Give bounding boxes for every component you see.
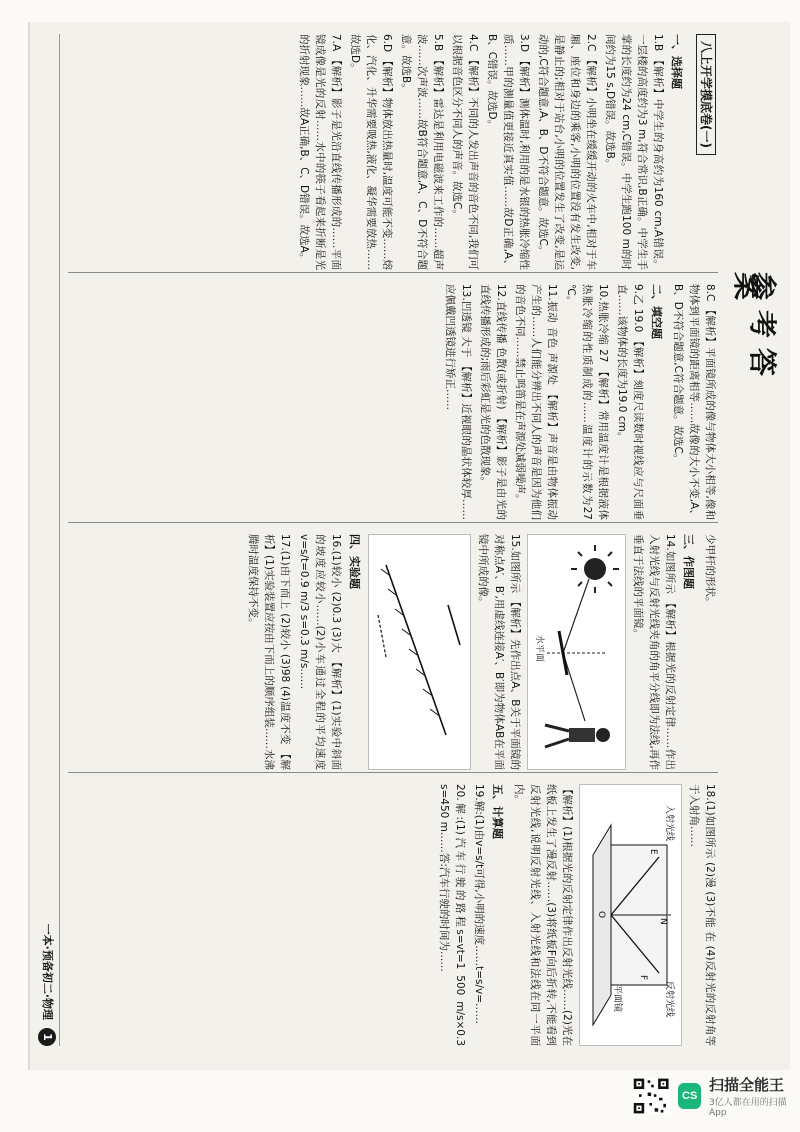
- answer-item: 13.凹透镜 大于 【解析】近视眼的晶状体较厚……应佩戴凹透镜进行矫正……: [444, 284, 472, 520]
- board-f-label: F: [638, 975, 648, 981]
- answer-item: 【解析】(1)根据光的反射定律作出反射光线……(2)光在纸板上发生了漫反射……(3)将纸板F向后折转,不能看到反射光线,说明反射光线、入射光线和法线在同一平面内。: [513, 784, 573, 1046]
- rotated-page: [28, 22, 788, 1062]
- page-footer: [35, 34, 60, 1046]
- mirror-label: 平面镜: [612, 985, 622, 1013]
- answer-item: 14.如图所示 【解析】根据光的反射定律……作出入射光线与反射光线夹角的角平分线即为法线,再作垂直于法线的平面镜。: [632, 534, 676, 770]
- page-title: 参考答案: [730, 272, 779, 387]
- answer-item: 8.C 【解析】平面镜所成的像与物体大小相等,像和物体到平面镜的距离相等……故像的大小不变,A、B、D不符合题意,C符合题意。故选C。: [672, 284, 716, 520]
- column-divider: [68, 272, 718, 273]
- sun-icon: [571, 545, 619, 593]
- answer-item: 10.热胀冷缩 27 【解析】常用温度计是根据液体热胀冷缩的性质制成的……温度计的示数为27 ℃。: [565, 284, 609, 520]
- page-title-box: [726, 272, 782, 412]
- board-e-label: E: [648, 849, 658, 855]
- reflection-diagram: [533, 535, 625, 769]
- answer-item: 4.C 【解析】不同的人发出声音的音色不同,我们可以根据音色区分不同人的声音。故选C。: [451, 34, 479, 270]
- point-o-label: O: [596, 911, 606, 919]
- reflection-board-diagram: [585, 785, 681, 1043]
- qr-code-icon: [632, 1074, 670, 1118]
- section-heading: 五、计算题: [491, 784, 504, 839]
- person-icon: [545, 725, 610, 747]
- normal-n-label: N: [658, 918, 668, 925]
- section-heading: 一、选择题: [670, 34, 683, 89]
- answer-item: 3.D 【解析】测体温时,利用的是水银的热胀冷缩性质……甲的测量值更接近真实值……故D正确,A、B、C错误。故选D。: [486, 34, 530, 270]
- camscanner-logo: CS: [678, 1083, 701, 1109]
- incident-ray-label: 入射光线: [664, 805, 674, 842]
- answer-item: 12.直线传播 色散(或折射) 【解析】影子是由光的直线传播形成的;雨后彩虹是光的色散现象。: [479, 284, 507, 520]
- answer-column-1: [68, 34, 718, 270]
- answer-item: 6.D 【解析】物体放出热量时,温度可能不变……熔化、汽化、升华需要吸热,液化、凝华需要放热……故选D。: [349, 34, 393, 270]
- section-heading: 三、作图题: [682, 534, 695, 589]
- watermark-app-name: 扫描全能王: [708, 1076, 784, 1094]
- watermark-tagline: 3亿人都在用的扫描App: [708, 1098, 787, 1118]
- figure-18-reflection-board: [579, 784, 682, 1046]
- answer-column-3: [68, 534, 718, 770]
- answer-item: 9.乙 19.0 【解析】刻度尺读数时视线应与尺面垂直……该物体的长度为19.0 cm。: [616, 284, 644, 520]
- answer-item: 2.C 【解析】小明坐在缓缓开动的火车中,相对于车厢、座位和身边的乘客,小明的位置没有发生改变,是静止的;相对于站台,小明的位置发生了改变,是运动的,C符合题意,A、B、D不符合题意。故选C。: [537, 34, 597, 270]
- column-divider: [68, 772, 718, 773]
- footer-page-number: 1: [38, 1028, 56, 1046]
- mirror-image-diagram: [374, 535, 470, 769]
- answer-item: 11.振动 音色 声源处 【解析】声音是由物体振动产生的……人们能分辨出不同人的声音是因为他们的音色不同……禁止鸣笛是在声源处减弱噪声。: [514, 284, 558, 520]
- rotated-page-frame: [28, 22, 788, 1070]
- column-divider: [68, 522, 718, 523]
- reflected-ray-label: 反射光线: [664, 981, 674, 1018]
- answer-item: 19.解:(1)由v=s/t可得,小明的速度……t=s/v=……: [473, 784, 485, 1025]
- answer-item: 5.B 【解析】雷达是利用电磁波来工作的……超声波……次声波……故B符合题意,A、C、D不符合题意。故选B。: [400, 34, 444, 270]
- answer-item: 16.(1)较小 (2)0.3 (3)大 【解析】(1)实验中斜面的坡度应较小……(2)小车通过全程的平均速度v=s/t=0.9 m/3 s=0.3 m/s……: [298, 534, 342, 770]
- scanner-watermark: [632, 1070, 792, 1122]
- answer-item: 少甲杆的形状。: [704, 534, 716, 608]
- mirror-line: [559, 631, 567, 675]
- answer-item: 1.B 【解析】中学生的身高约为160 cm,A错误。一层楼的高度约为3 m,符合常识,B正确。中学生手掌的长度约为24 cm,C错误。中学生跑100 m的时间约为15 s,D错误。故选B。: [604, 34, 664, 270]
- answer-item: 18.(1)如图所示 (2)漫 (3)不能 在 (4)反射光的反射角等于入射角……: [688, 784, 716, 1046]
- section-heading: 四、实验题: [348, 534, 361, 589]
- answer-column-2: [68, 284, 718, 520]
- answer-item: 17.(1)由下而上 (2)较小 (3)98 (4)温度不变 【解析】(1)实验装置应按由下而上的顺序组装……水沸腾时温度保持不变。: [247, 534, 291, 770]
- footer-series-label: 一本·预备初二·物理: [41, 923, 54, 1020]
- answer-column-4: [68, 784, 718, 1046]
- answer-item: 20.解:(1)汽车行驶的路程s=vt=1 500 m/s×0.3 s=450 m……答:汽车行驶的时间为……: [438, 784, 466, 1046]
- figure-14-mirror-sun: [527, 534, 626, 770]
- figure-15-plane-mirror: [368, 534, 471, 770]
- section-heading: 二、填空题: [650, 284, 663, 339]
- horizontal-plane-label: 水平面: [534, 635, 544, 663]
- answer-item: 7.A 【解析】影子是光沿直线传播形成的……平面镜成像是光的反射……水中的筷子看起来折断是光的折射现象……故A正确,B、C、D错误。故选A。: [298, 34, 342, 270]
- answer-item: 15.如图所示 【解析】先作出点A、B关于平面镜的对称点A′、B′,用虚线连接A′、B′即为物体AB在平面镜中所成的像。: [477, 534, 521, 770]
- unit-title: 八上开学摸底卷(一): [696, 34, 716, 155]
